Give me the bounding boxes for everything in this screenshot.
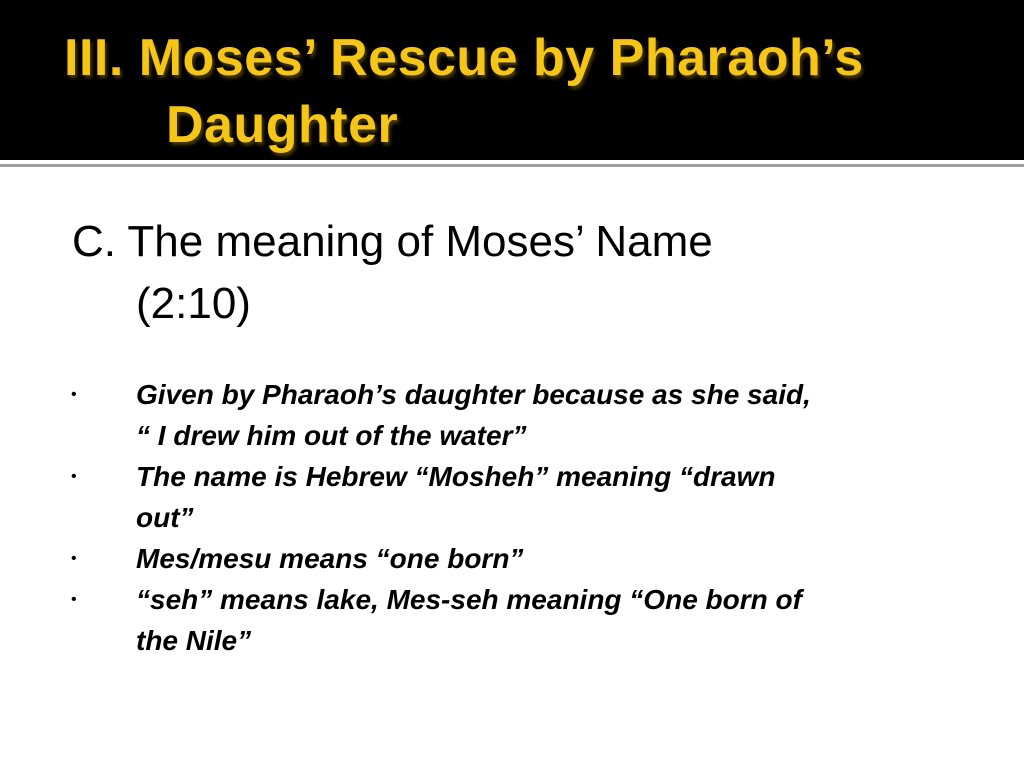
bullet-marker: • <box>71 550 77 567</box>
bullet-text-line: Given by Pharaoh’s daughter because as she said, <box>136 379 811 410</box>
bullet-text-line: out” <box>136 502 194 533</box>
bullet-text-line: the Nile” <box>136 625 252 656</box>
slide-title-line-2: Daughter <box>166 96 399 154</box>
bullet-text-line: “seh” means lake, Mes-seh meaning “One born of <box>136 584 802 615</box>
bullet-item <box>0 374 1024 456</box>
bullet-item <box>0 538 1024 579</box>
bullet-marker: • <box>71 468 77 485</box>
bullet-list <box>0 374 1024 661</box>
section-heading-line-1: C. The meaning of Moses’ Name <box>72 217 713 266</box>
bullet-text-line: “ I drew him out of the water” <box>136 420 527 451</box>
title-bar <box>0 0 1024 160</box>
bullet-item <box>0 456 1024 538</box>
bullet-text-line: Mes/mesu means “one born” <box>136 543 524 574</box>
section-heading-line-2: (2:10) <box>136 279 251 328</box>
bullet-text-line: The name is Hebrew “Mosheh” meaning “drawn <box>136 461 776 492</box>
bullet-marker: • <box>71 591 77 608</box>
slide-title-line-1: III. Moses’ Rescue by Pharaoh’s <box>64 29 864 87</box>
bullet-item <box>0 579 1024 661</box>
title-divider-gray <box>0 164 1024 167</box>
bullet-marker: • <box>71 386 77 403</box>
